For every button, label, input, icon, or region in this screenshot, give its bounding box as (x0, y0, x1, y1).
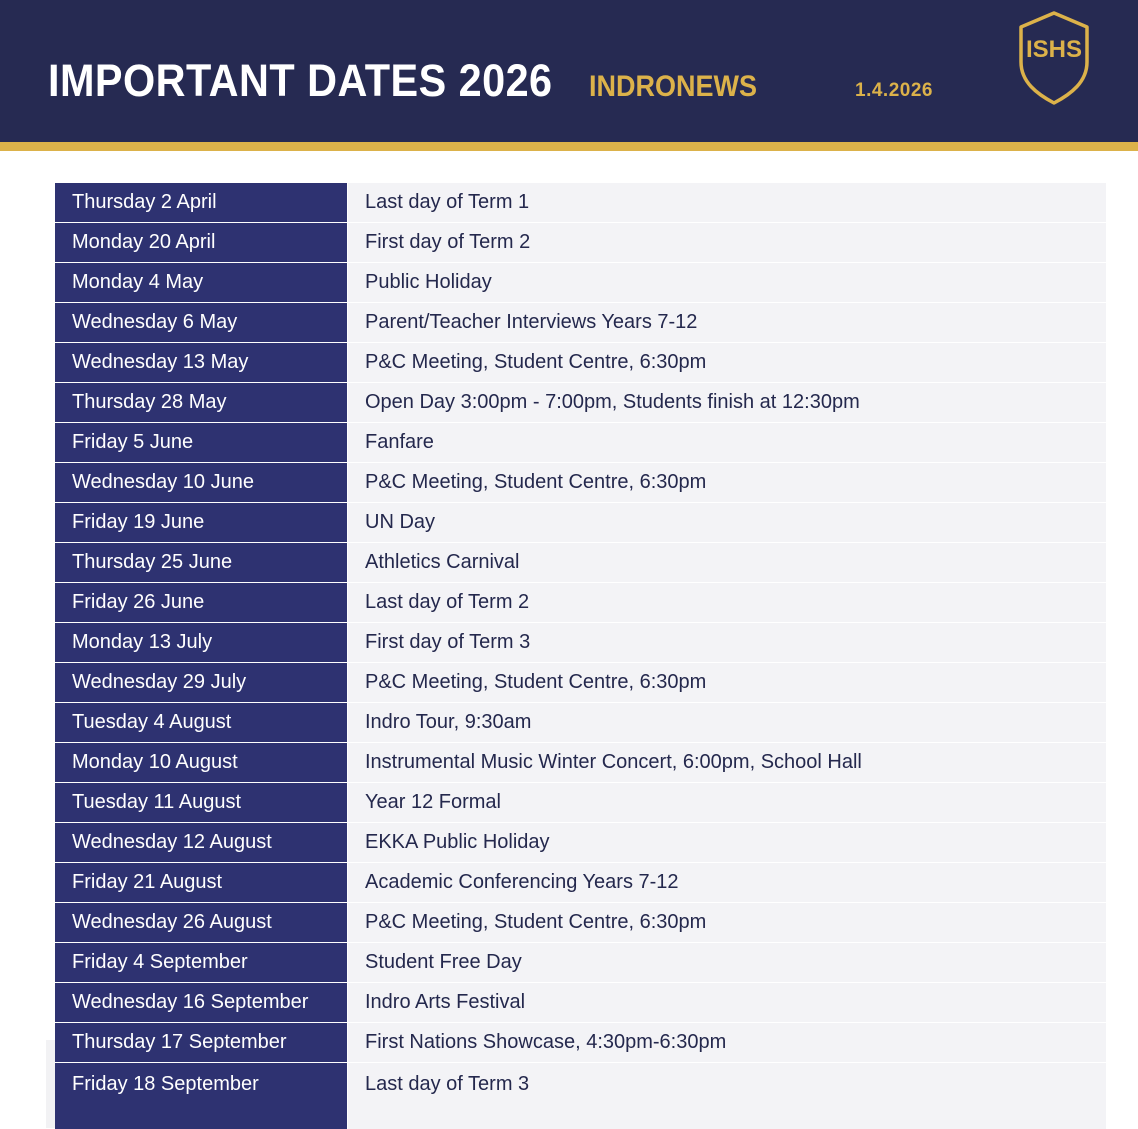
date-cell: Monday 13 July (55, 623, 347, 662)
date-cell: Thursday 17 September (55, 1023, 347, 1062)
date-cell: Tuesday 4 August (55, 703, 347, 742)
logo-text: ISHS (1025, 36, 1083, 63)
date-cell: Monday 20 April (55, 223, 347, 262)
table-row (55, 343, 1106, 382)
date-cell: Thursday 25 June (55, 543, 347, 582)
table-row (55, 183, 1106, 222)
event-cell: First day of Term 2 (348, 223, 1106, 262)
date-cell: Friday 5 June (55, 423, 347, 462)
date-cell: Friday 26 June (55, 583, 347, 622)
table-row (55, 623, 1106, 662)
event-cell: P&C Meeting, Student Centre, 6:30pm (348, 903, 1106, 942)
event-cell: EKKA Public Holiday (348, 823, 1106, 862)
event-cell: Year 12 Formal (348, 783, 1106, 822)
side-strip (46, 1040, 55, 1128)
date-cell: Friday 4 September (55, 943, 347, 982)
event-cell: Last day of Term 3 (348, 1063, 1106, 1129)
table-row (55, 783, 1106, 822)
date-cell: Friday 19 June (55, 503, 347, 542)
table-row (55, 423, 1106, 462)
event-cell: Student Free Day (348, 943, 1106, 982)
header-divider (0, 142, 1138, 151)
date-cell: Friday 18 September (55, 1063, 347, 1129)
page-title: IMPORTANT DATES 2026 (48, 55, 553, 106)
table-row (55, 543, 1106, 582)
table-row (55, 583, 1106, 622)
date-cell: Wednesday 6 May (55, 303, 347, 342)
event-cell: P&C Meeting, Student Centre, 6:30pm (348, 663, 1106, 702)
date-cell: Monday 10 August (55, 743, 347, 782)
date-cell: Thursday 28 May (55, 383, 347, 422)
table-row (55, 663, 1106, 702)
shield-icon (1016, 10, 1092, 106)
date-cell: Thursday 2 April (55, 183, 347, 222)
header-banner (0, 0, 1138, 142)
table-row (55, 903, 1106, 942)
date-cell: Wednesday 16 September (55, 983, 347, 1022)
table-row (55, 983, 1106, 1022)
event-cell: Last day of Term 2 (348, 583, 1106, 622)
table-row (55, 503, 1106, 542)
date-cell: Wednesday 13 May (55, 343, 347, 382)
table-row (55, 863, 1106, 902)
table-row (55, 383, 1106, 422)
table-row (55, 263, 1106, 302)
table-row (55, 303, 1106, 342)
event-cell: Instrumental Music Winter Concert, 6:00pm, School Hall (348, 743, 1106, 782)
event-cell: UN Day (348, 503, 1106, 542)
event-cell: Academic Conferencing Years 7-12 (348, 863, 1106, 902)
event-cell: Athletics Carnival (348, 543, 1106, 582)
date-cell: Wednesday 29 July (55, 663, 347, 702)
event-cell: Last day of Term 1 (348, 183, 1106, 222)
date-cell: Friday 21 August (55, 863, 347, 902)
table-row (55, 463, 1106, 502)
date-cell: Wednesday 12 August (55, 823, 347, 862)
event-cell: Public Holiday (348, 263, 1106, 302)
event-cell: First day of Term 3 (348, 623, 1106, 662)
table-row (55, 1063, 1106, 1129)
date-cell: Wednesday 26 August (55, 903, 347, 942)
table-row (55, 223, 1106, 262)
table-row (55, 823, 1106, 862)
date-cell: Wednesday 10 June (55, 463, 347, 502)
event-cell: First Nations Showcase, 4:30pm-6:30pm (348, 1023, 1106, 1062)
table-row (55, 743, 1106, 782)
event-cell: Parent/Teacher Interviews Years 7-12 (348, 303, 1106, 342)
dates-table (55, 183, 1106, 1129)
event-cell: Indro Arts Festival (348, 983, 1106, 1022)
table-row (55, 943, 1106, 982)
table-row (55, 703, 1106, 742)
event-cell: Fanfare (348, 423, 1106, 462)
table-row (55, 1023, 1106, 1062)
date-cell: Tuesday 11 August (55, 783, 347, 822)
event-cell: P&C Meeting, Student Centre, 6:30pm (348, 343, 1106, 382)
date-cell: Monday 4 May (55, 263, 347, 302)
event-cell: Indro Tour, 9:30am (348, 703, 1106, 742)
event-cell: Open Day 3:00pm - 7:00pm, Students finish at 12:30pm (348, 383, 1106, 422)
newsletter-name: INDRONEWS (589, 70, 758, 103)
event-cell: P&C Meeting, Student Centre, 6:30pm (348, 463, 1106, 502)
issue-date: 1.4.2026 (855, 80, 933, 101)
